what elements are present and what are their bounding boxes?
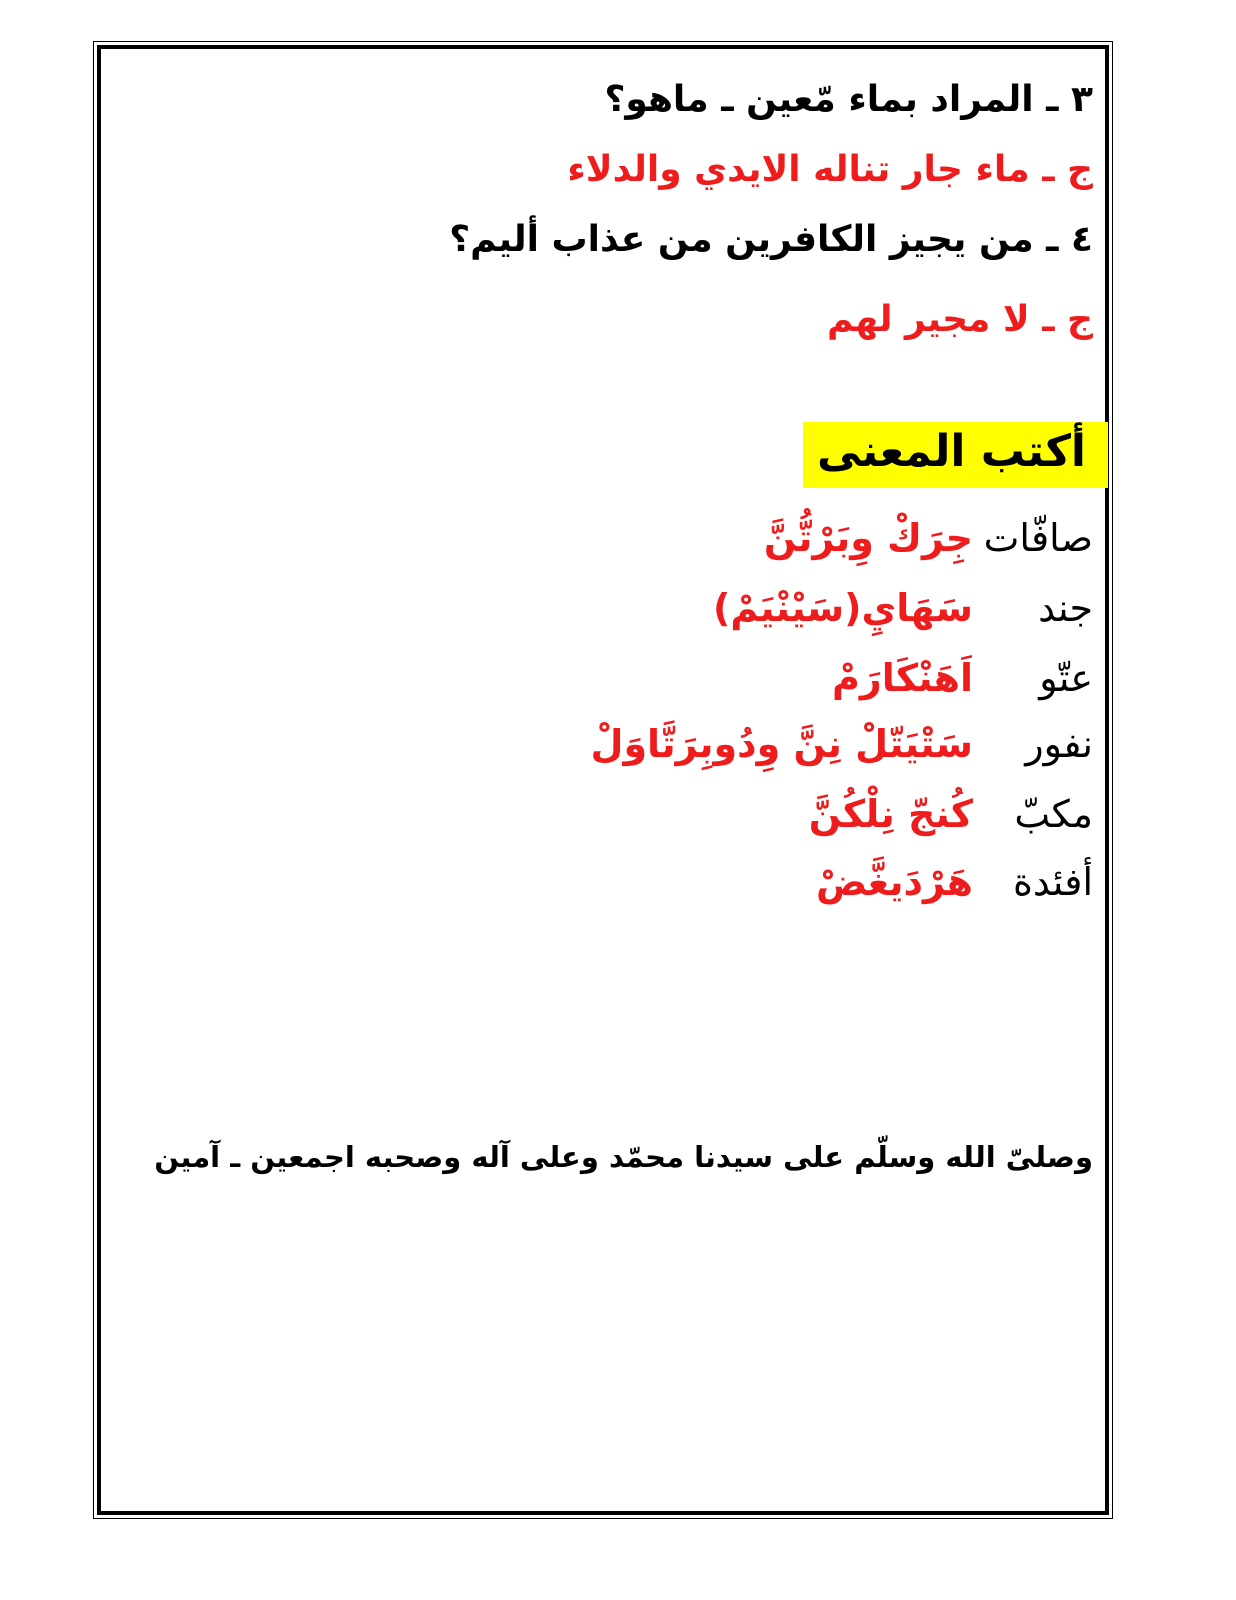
page-border [97,45,1109,1515]
answer-3: ج ـ ماء جار تناله الايدي والدلاء [567,149,1093,190]
vocab-meaning: سَهَايِ(سَيْنْيَمْ) [713,586,973,630]
vocab-meaning: جِرَكْ وِبَرْتُّنَّ [763,516,973,560]
closing-prayer: وصلىّ الله وسلّم على سيدنا محمّد وعلى آله وصحبه اجمعين ـ آمين [154,1140,1093,1174]
vocab-word: نفور [1025,722,1093,766]
vocab-heading: أكتب المعنى [803,422,1108,488]
question-3: ٣ ـ المراد بماء مّعين ـ ماهو؟ [604,79,1093,120]
vocab-word: مكبّ [1014,792,1093,836]
vocab-row [590,722,1093,766]
vocab-meaning: هَرْدَيغَّضْ [815,860,973,904]
vocab-word: عتّو [1039,656,1093,700]
question-4: ٤ ـ من يجيز الكافرين من عذاب أليم؟ [449,219,1093,260]
vocab-row [713,586,1093,630]
vocab-row [764,516,1093,560]
vocab-meaning: سَتْيَتّلْ نِنَّ وِدُوبِرَتَّاوَلْ [590,722,973,766]
vocab-row [832,656,1093,700]
vocab-row [809,792,1093,836]
vocab-word: جند [1038,586,1093,630]
vocab-meaning: اَهَنْكَارَمْ [832,656,973,700]
vocab-word: صافّات [983,516,1093,560]
vocab-word: أفئدة [1012,860,1093,904]
answer-4: ج ـ لا مجير لهم [826,299,1093,340]
vocab-row [816,860,1093,904]
vocab-meaning: كُنجّ نِلْكُنَّ [808,792,973,836]
